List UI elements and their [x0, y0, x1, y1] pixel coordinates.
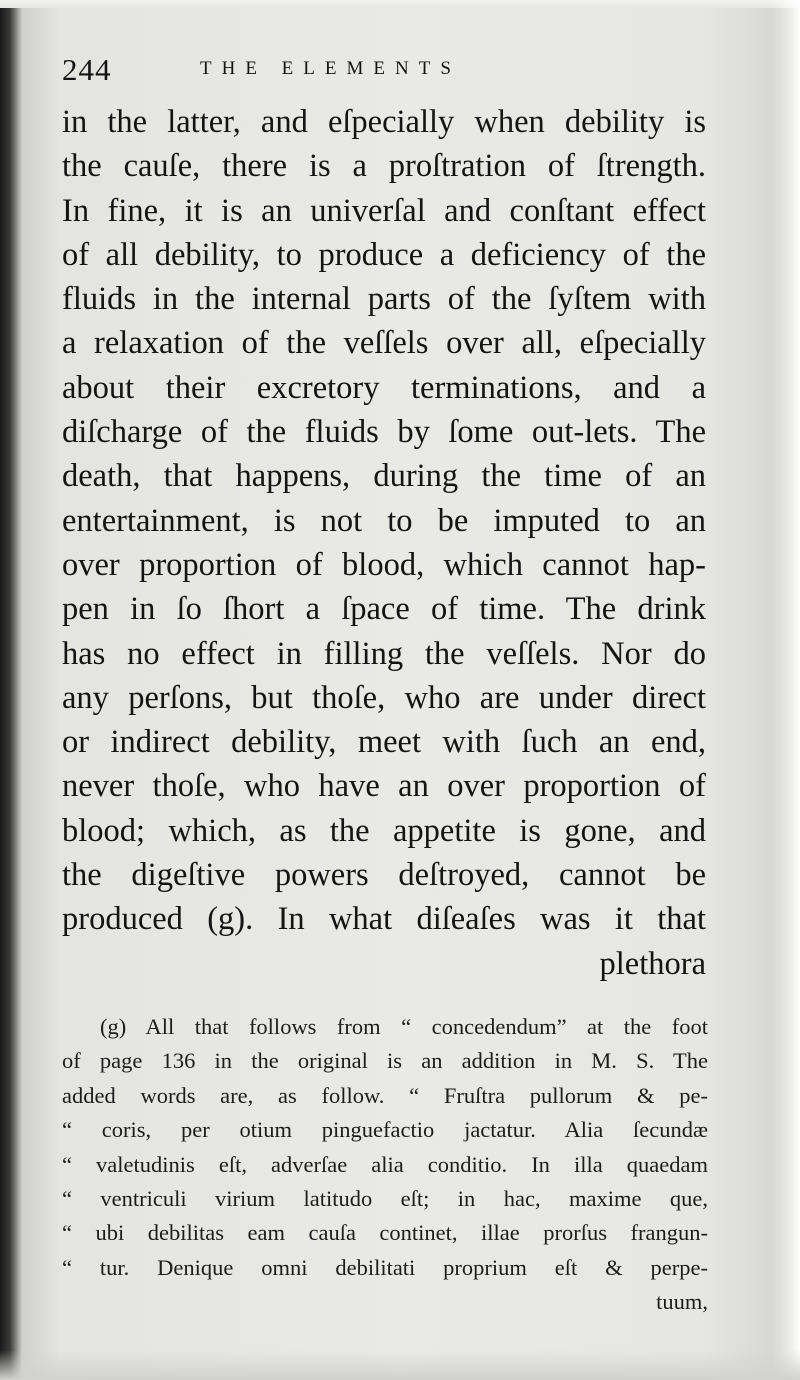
body-line: of all debility, to produce a deficiency of the: [62, 236, 706, 273]
body-line: about their excretory terminations, and a: [62, 369, 706, 406]
body-line: In fine, it is an univerſal and conſtant effect: [62, 192, 706, 229]
body-line: produced (g). In what diſeaſes was it that: [62, 901, 706, 938]
footnote-line: “ coris, per otium pinguefactio jactatur. Alia ſecundæ: [62, 1117, 708, 1143]
page-right-edge: [770, 0, 800, 1380]
footnote-line: added words are, as follow. “ Fruſtra pullorum & pe-: [62, 1082, 708, 1108]
footnote-line: “ tur. Denique omni debilitati proprium eſt & perpe-: [62, 1254, 708, 1280]
body-line: entertainment, is not to be imputed to an: [62, 502, 706, 539]
page-bottom-edge: [0, 1350, 800, 1380]
body-line: diſcharge of the fluids by ſome out-lets. The: [62, 414, 706, 451]
page-header: [62, 52, 702, 92]
body-line: or indirect debility, meet with ſuch an end,: [62, 724, 706, 761]
footnote-line: “ ventriculi virium latitudo eſt; in hac, maxime que,: [62, 1185, 708, 1211]
body-text: [62, 100, 706, 986]
footnote-catchword: tuum,: [656, 1289, 708, 1315]
body-line: has no effect in filling the veſſels. Nor do: [62, 635, 706, 672]
body-line: pen in ſo ſhort a ſpace of time. The drink: [62, 591, 706, 628]
body-line: fluids in the internal parts of the ſyſtem with: [62, 281, 706, 318]
footnote-line: “ ubi debilitas eam cauſa continet, illae prorſus frangun-: [62, 1220, 708, 1246]
body-line: the digeſtive powers deſtroyed, cannot be: [62, 857, 706, 894]
body-line: death, that happens, during the time of an: [62, 458, 706, 495]
body-line: never thoſe, who have an over proportion of: [62, 768, 706, 805]
body-line: a relaxation of the veſſels over all, eſpecially: [62, 325, 706, 362]
footnote-line: of page 136 in the original is an addition in M. S. The: [62, 1048, 708, 1074]
catchword: plethora: [599, 945, 706, 982]
footnote: [62, 1010, 708, 1320]
footnote-line: “ valetudinis eſt, adverſae alia conditio. In illa quaedam: [62, 1151, 708, 1177]
body-line: in the latter, and eſpecially when debility is: [62, 104, 706, 140]
footnote-line: (g) All that follows from “ concedendum” at the foot: [100, 1014, 708, 1039]
body-line: over proportion of blood, which cannot hap-: [62, 546, 706, 583]
running-head: THE ELEMENTS: [200, 58, 461, 79]
body-line: blood; which, as the appetite is gone, and: [62, 812, 706, 849]
body-line: the cauſe, there is a proſtration of ſtrength.: [62, 148, 706, 185]
page-top-edge: [0, 0, 800, 8]
page-number: 244: [62, 52, 112, 87]
body-line: any perſons, but thoſe, who are under direct: [62, 679, 706, 716]
